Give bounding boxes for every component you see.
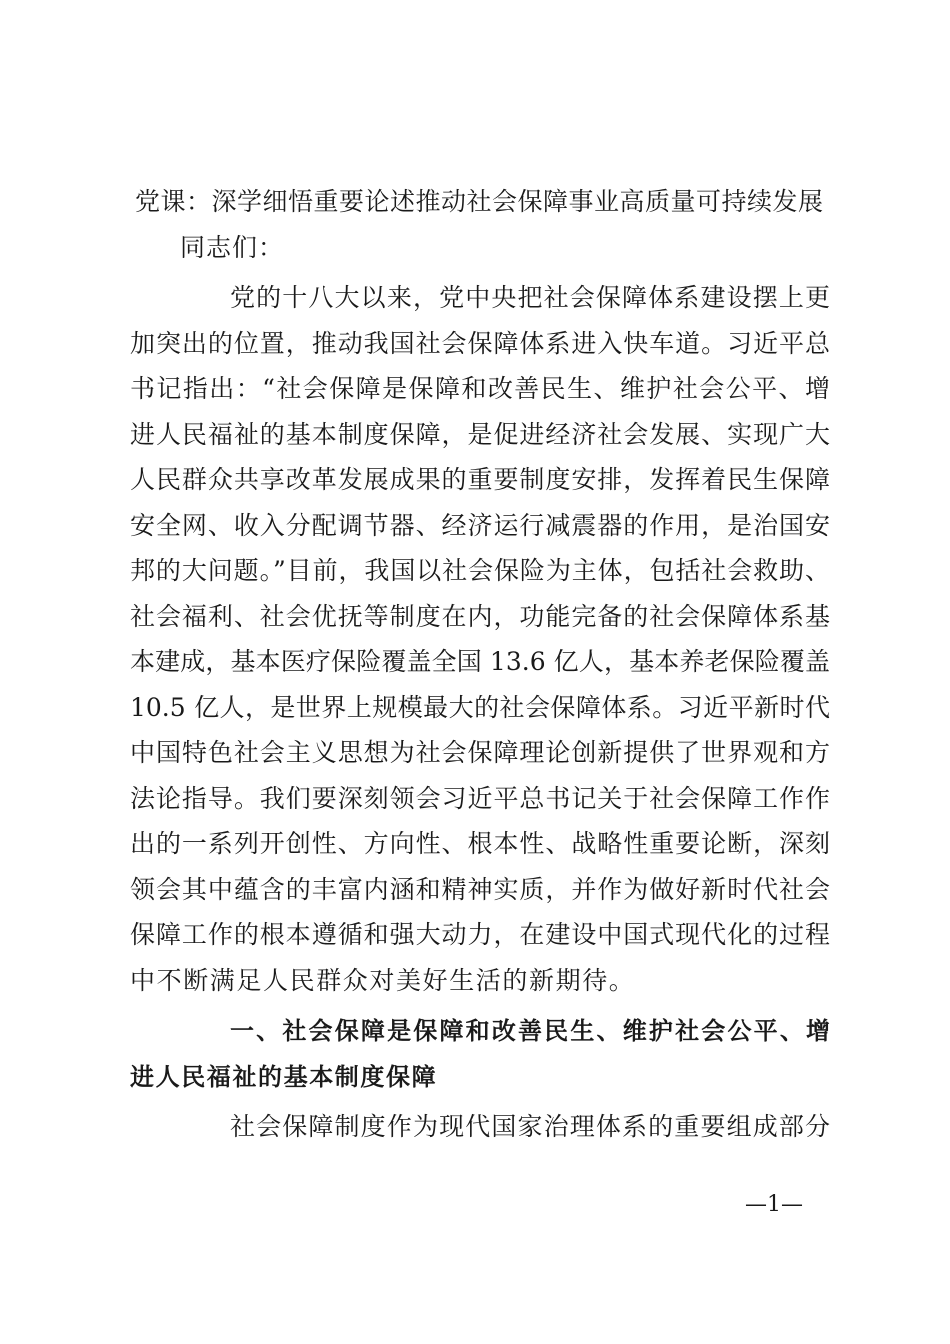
- paragraph-line: 出的一系列开创性、方向性、根本性、战略性重要论断，深刻: [130, 829, 830, 858]
- paragraph-line: 社会保障制度作为现代国家治理体系的重要组成部分: [230, 1112, 830, 1141]
- page-number: —1—: [745, 1192, 803, 1217]
- paragraph-line: 保障工作的根本遵循和强大动力，在建设中国式现代化的过程: [130, 920, 830, 949]
- salutation: 同志们：: [180, 233, 285, 262]
- paragraph-line: 法论指导。我们要深刻领会习近平总书记关于社会保障工作作: [130, 784, 830, 813]
- heading-line: 进人民福祉的基本制度保障: [130, 1063, 438, 1091]
- paragraph-line: 党的十八大以来，党中央把社会保障体系建设摆上更: [230, 283, 830, 312]
- paragraph-line: 中国特色社会主义思想为社会保障理论创新提供了世界观和方: [130, 738, 830, 767]
- heading-line: 一、社会保障是保障和改善民生、维护社会公平、增: [230, 1017, 830, 1045]
- paragraph-line: 邦的大问题。”目前，我国以社会保险为主体，包括社会救助、: [130, 556, 830, 585]
- paragraph-line: 10.5 亿人，是世界上规模最大的社会保障体系。习近平新时代: [130, 693, 830, 722]
- document-title: 党课：深学细悟重要论述推动社会保障事业高质量可持续发展: [135, 187, 824, 216]
- paragraph-line: 书记指出：“社会保障是保障和改善民生、维护社会公平、增: [130, 374, 830, 403]
- paragraph-line: 进人民福祉的基本制度保障，是促进经济社会发展、实现广大: [130, 420, 830, 449]
- paragraph-line: 人民群众共享改革发展成果的重要制度安排，发挥着民生保障: [130, 465, 830, 494]
- paragraph-line: 领会其中蕴含的丰富内涵和精神实质，并作为做好新时代社会: [130, 875, 830, 904]
- paragraph-line: 加突出的位置，推动我国社会保障体系进入快车道。习近平总: [130, 329, 830, 358]
- paragraph-line: 本建成，基本医疗保险覆盖全国 13.6 亿人，基本养老保险覆盖: [130, 647, 830, 676]
- paragraph-line: 安全网、收入分配调节器、经济运行减震器的作用，是治国安: [130, 511, 830, 540]
- paragraph-line: 社会福利、社会优抚等制度在内，功能完备的社会保障体系基: [130, 602, 830, 631]
- paragraph-line: 中不断满足人民群众对美好生活的新期待。: [130, 966, 636, 995]
